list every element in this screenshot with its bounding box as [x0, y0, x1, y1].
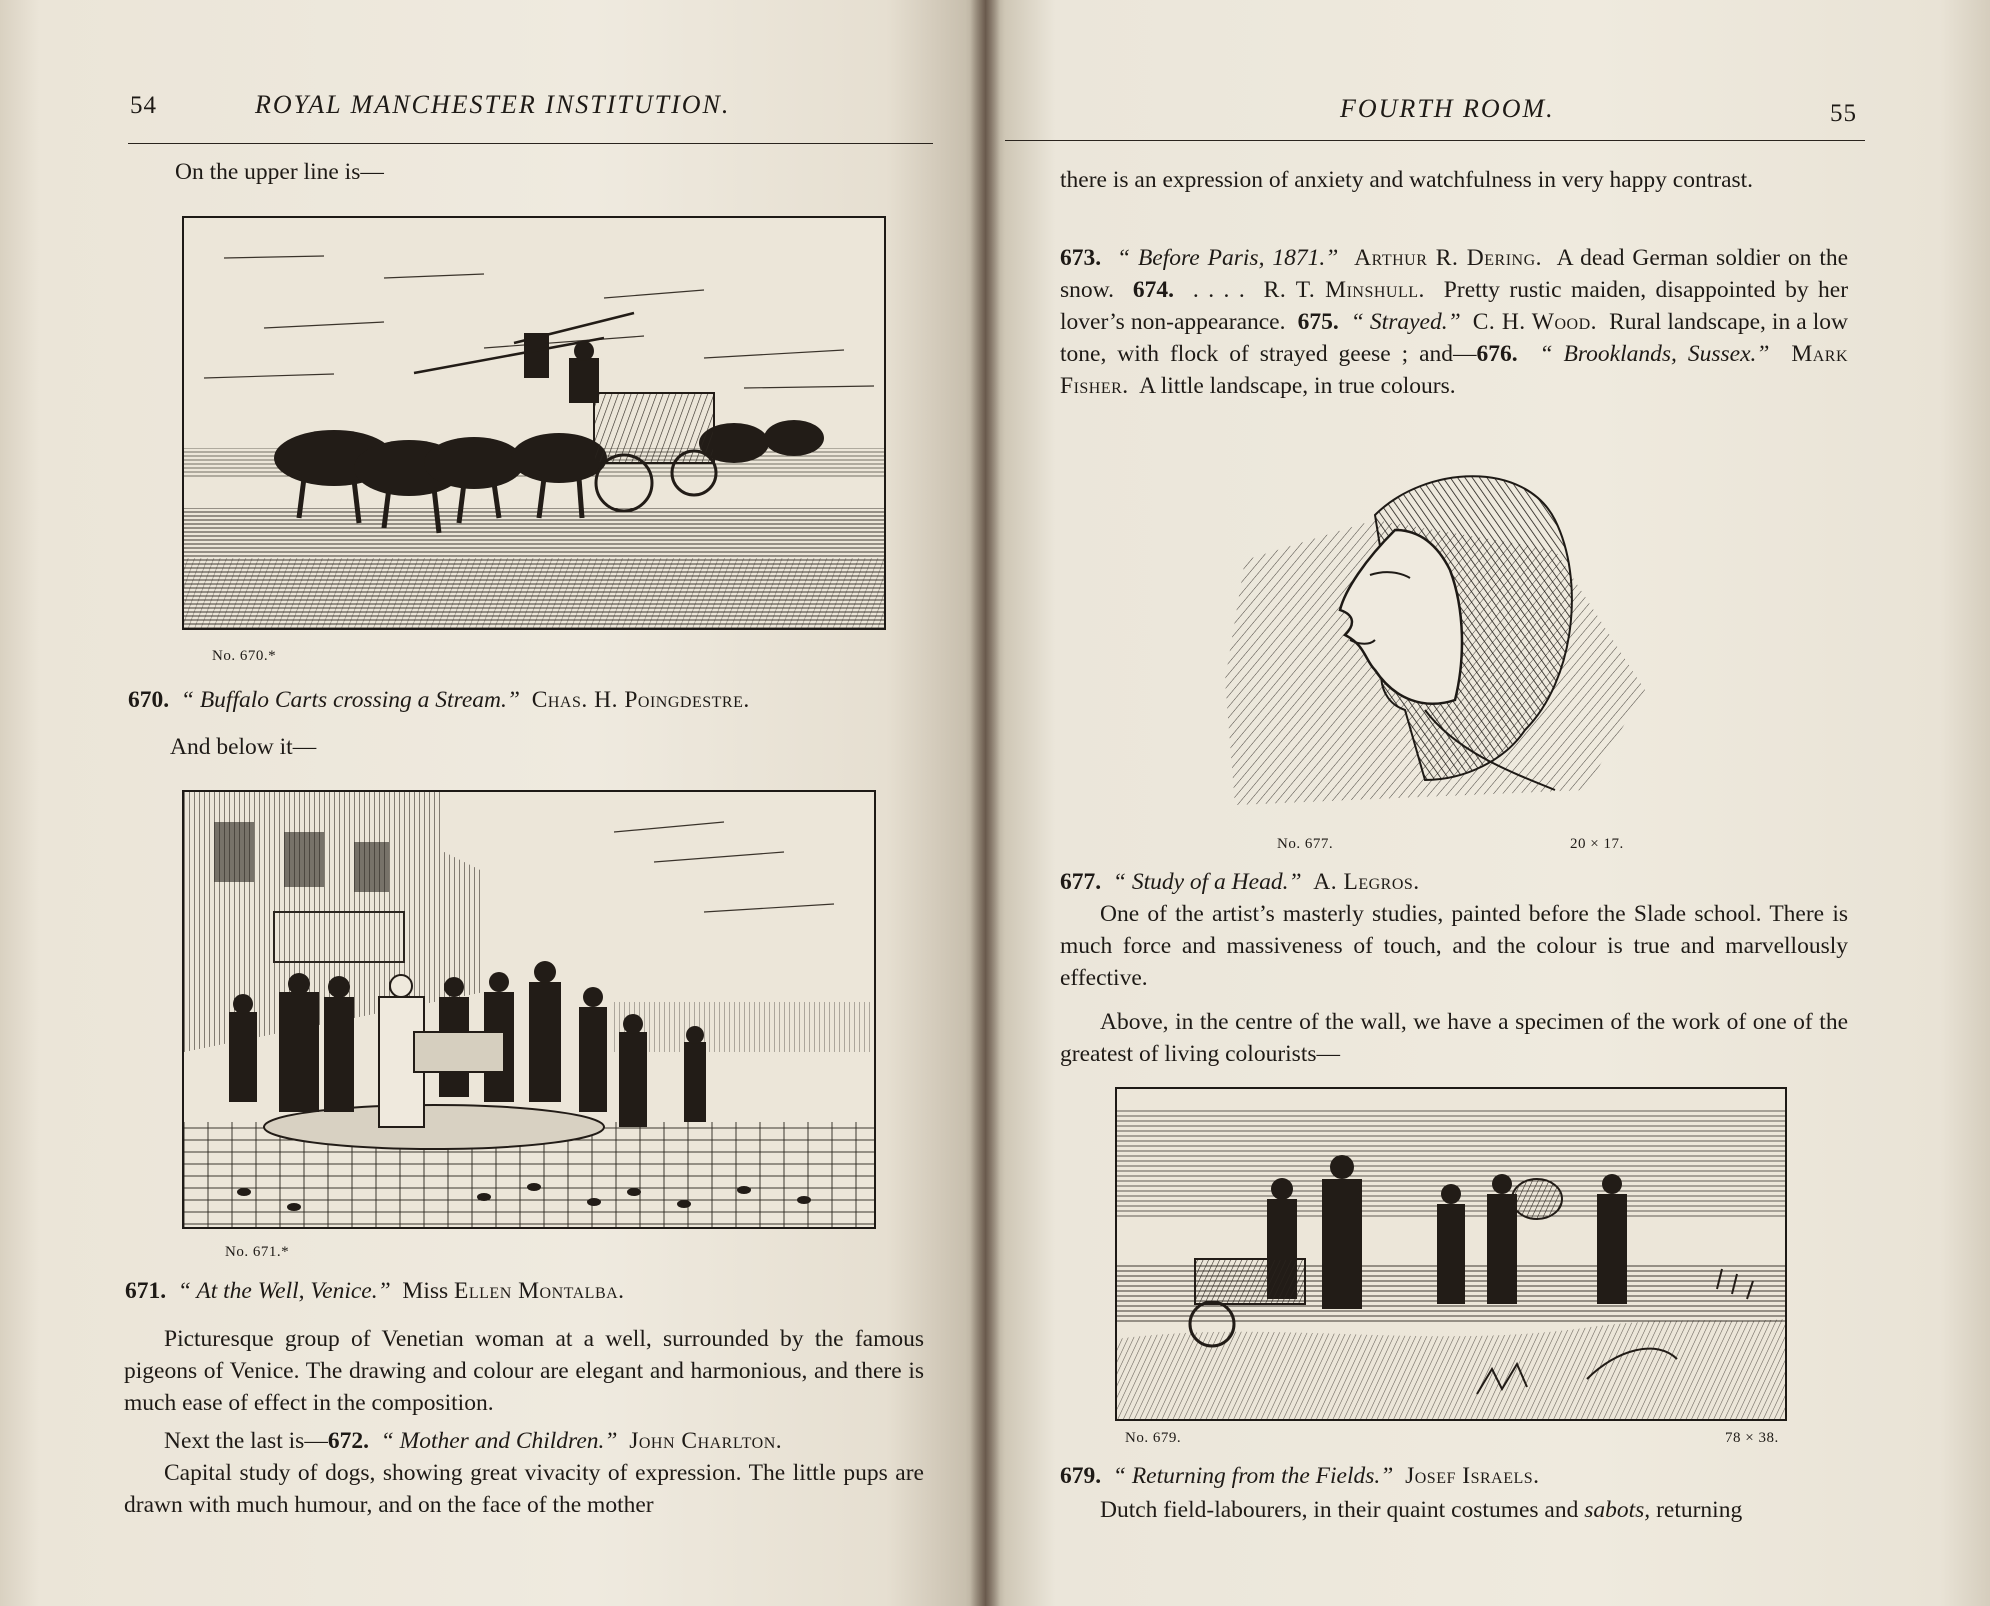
right-running-head: FOURTH ROOM. — [1340, 94, 1555, 123]
entry-674-ditto: . . . . — [1192, 277, 1245, 303]
entry-673-number: 673. — [1060, 245, 1102, 271]
figure-671-at-the-well — [182, 790, 876, 1229]
paragraph-677-text: One of the artist’s masterly studies, painted before the Slade school. There is much force and massiveness of touch, and the colour is true and marvellously effective. — [1060, 901, 1848, 991]
paragraph-672-text: Capital study of dogs, showing great vivacity of expression. The little pups are drawn with much humour, and on the face of the mother — [124, 1460, 924, 1518]
entry-673-title: “ Before Paris, 1871.” — [1116, 245, 1339, 271]
figure-679-size: 78 × 38. — [1725, 1430, 1779, 1446]
entry-674-number: 674. — [1132, 277, 1174, 303]
entry-670 — [128, 684, 928, 716]
paragraph-679-italic: sabots, — [1584, 1497, 1651, 1523]
entry-671-artist: Ellen Montalba. — [454, 1278, 625, 1304]
entry-675-number: 675. — [1297, 309, 1339, 335]
entry-679 — [1060, 1460, 1848, 1492]
paragraph-679-end: returning — [1656, 1497, 1743, 1523]
paragraph-above-text: Above, in the centre of the wall, we have a specimen of the work of one of the greatest of living colourists— — [1060, 1009, 1848, 1067]
left-page-number: 54 — [130, 92, 157, 119]
figure-679-returning-from-fields — [1115, 1087, 1787, 1421]
entry-677 — [1060, 866, 1848, 898]
entry-675-title: “ Strayed.” — [1350, 309, 1461, 335]
intro-upper-line: On the upper line is— — [175, 159, 384, 185]
entry-675-artist: C. H. Wood. — [1472, 309, 1598, 335]
figure-671-caption: No. 671.* — [225, 1244, 290, 1260]
figure-677-caption: No. 677. — [1277, 836, 1334, 852]
left-running-head: ROYAL MANCHESTER INSTITUTION. — [255, 90, 731, 119]
paragraph-677 — [1060, 898, 1848, 994]
entry-670-number: 670. — [128, 687, 170, 713]
entry-674-artist: R. T. Minshull. — [1263, 277, 1425, 303]
entry-676-title: “ Brooklands, Sussex.” — [1539, 341, 1770, 367]
paragraph-679 — [1060, 1494, 1848, 1526]
entry-671-number: 671. — [125, 1278, 167, 1304]
right-header-rule — [1005, 140, 1865, 141]
entry-670-artist: Chas. H. Poingdestre. — [531, 687, 750, 713]
figure-677-size: 20 × 17. — [1570, 836, 1624, 852]
entry-672-title: “ Mother and Children.” — [380, 1428, 618, 1454]
entry-672-number: 672. — [327, 1428, 369, 1454]
entry-676-number: 676. — [1476, 341, 1518, 367]
entry-673-desc: A dead German soldier on the snow. — [1060, 245, 1849, 303]
entry-677-number: 677. — [1060, 869, 1102, 895]
left-header-rule — [128, 143, 933, 144]
entry-674-desc: Pretty rustic maiden, disappointed by her lover’s non-appearance. — [1060, 277, 1849, 335]
right-page — [985, 0, 1990, 1606]
entry-671-artist-prefix: Miss — [402, 1278, 449, 1304]
figure-679-caption: No. 679. — [1125, 1430, 1182, 1446]
entry-677-title: “ Study of a Head.” — [1112, 869, 1302, 895]
entry-679-artist: Josef Israels. — [1405, 1463, 1540, 1489]
entry-671 — [125, 1275, 925, 1307]
paragraph-671 — [124, 1323, 924, 1419]
entry-675-desc: Rural landscape, in a low tone, with flock of strayed geese ; and— — [1060, 309, 1848, 367]
intro-below-line: And below it— — [170, 734, 317, 760]
right-page-number: 55 — [1830, 100, 1857, 127]
book-gutter — [970, 0, 1000, 1606]
left-page — [0, 0, 985, 1606]
entry-671-title: “ At the Well, Venice.” — [177, 1278, 391, 1304]
entry-676-desc: A little landscape, in true colours. — [1139, 373, 1456, 399]
entry-672-artist: John Charlton. — [629, 1428, 783, 1454]
paragraph-672 — [124, 1425, 924, 1521]
entry-676-artist: Mark Fisher. — [1060, 341, 1849, 399]
entry-672-lead: Next the last is— — [164, 1428, 328, 1454]
figure-670-caption: No. 670.* — [212, 648, 277, 664]
paragraph-continued: there is an expression of anxiety and watchfulness in very happy contrast. — [1060, 167, 1754, 193]
entry-677-artist: A. Legros. — [1313, 869, 1420, 895]
entries-673-676 — [1060, 242, 1848, 402]
entry-679-number: 679. — [1060, 1463, 1102, 1489]
paragraph-679-start: Dutch field-labourers, in their quaint costumes and — [1100, 1497, 1579, 1523]
entry-670-title: “ Buffalo Carts crossing a Stream.” — [180, 687, 520, 713]
entry-679-title: “ Returning from the Fields.” — [1112, 1463, 1394, 1489]
paragraph-671-text: Picturesque group of Venetian woman at a well, surrounded by the famous pigeons of Venice. The drawing and colour are elegant and harmonious, and there is much ease of effect in the composition. — [124, 1326, 924, 1416]
paragraph-above — [1060, 1006, 1848, 1070]
figure-670-buffalo-carts — [182, 216, 886, 630]
figure-677-study-of-head — [1225, 460, 1665, 815]
entry-673-artist: Arthur R. Dering. — [1354, 245, 1543, 271]
